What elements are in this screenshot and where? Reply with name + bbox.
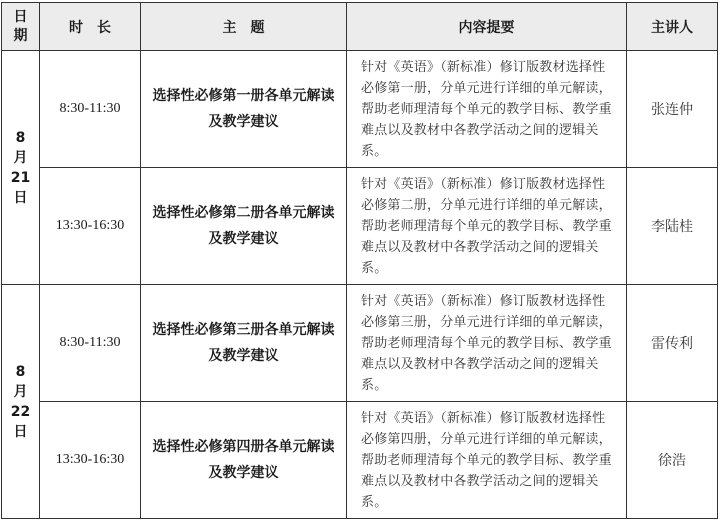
- header-speaker: 主讲人: [627, 3, 718, 51]
- session-time: 8:30-11:30: [40, 51, 141, 168]
- session-content: 针对《英语》（新标准）修订版教材选择性必修第四册，分单元进行详细的单元解读，帮助老师理清每个单元的教学目标、教学重难点以及教材中各教学活动之间的逻辑关系。: [347, 402, 627, 519]
- date-line: 月: [13, 383, 28, 400]
- header-content: 内容提要: [347, 3, 627, 51]
- date-line: 21: [10, 169, 31, 186]
- header-time: 时 长: [40, 3, 141, 51]
- session-speaker: 李陆桂: [627, 168, 718, 285]
- date-line: 日: [13, 423, 28, 440]
- session-topic: 选择性必修第三册各单元解读及教学建议: [141, 285, 347, 402]
- session-content: 针对《英语》（新标准）修订版教材选择性必修第一册，分单元进行详细的单元解读，帮助老师理清每个单元的教学目标、教学重难点以及教材中各教学活动之间的逻辑关系。: [347, 51, 627, 168]
- session-topic: 选择性必修第一册各单元解读及教学建议: [141, 51, 347, 168]
- date-cell-aug-21: [2, 51, 40, 285]
- session-speaker: 张连仲: [627, 51, 718, 168]
- session-row: [2, 51, 718, 168]
- session-row: [2, 402, 718, 519]
- header-date: [2, 3, 40, 51]
- header-date-line-1: 日: [13, 8, 28, 25]
- session-content: 针对《英语》（新标准）修订版教材选择性必修第三册，分单元进行详细的单元解读，帮助老师理清每个单元的教学目标、教学重难点以及教材中各教学活动之间的逻辑关系。: [347, 285, 627, 402]
- session-topic: 选择性必修第四册各单元解读及教学建议: [141, 402, 347, 519]
- session-speaker: 雷传利: [627, 285, 718, 402]
- date-cell-aug-22: [2, 285, 40, 519]
- date-line: 8: [15, 129, 26, 146]
- date-line: 月: [13, 149, 28, 166]
- session-speaker: 徐浩: [627, 402, 718, 519]
- session-topic: 选择性必修第二册各单元解读及教学建议: [141, 168, 347, 285]
- date-line: 日: [13, 189, 28, 206]
- session-time: 13:30-16:30: [40, 168, 141, 285]
- header-row: [2, 3, 718, 51]
- session-time: 8:30-11:30: [40, 285, 141, 402]
- session-row: [2, 285, 718, 402]
- session-content: 针对《英语》（新标准）修订版教材选择性必修第二册，分单元进行详细的单元解读，帮助老师理清每个单元的教学目标、教学重难点以及教材中各教学活动之间的逻辑关系。: [347, 168, 627, 285]
- date-line: 8: [15, 363, 26, 380]
- header-topic: 主 题: [141, 3, 347, 51]
- session-time: 13:30-16:30: [40, 402, 141, 519]
- schedule-table: [1, 2, 718, 519]
- header-date-line-2: 期: [13, 27, 28, 44]
- session-row: [2, 168, 718, 285]
- date-line: 22: [10, 403, 31, 420]
